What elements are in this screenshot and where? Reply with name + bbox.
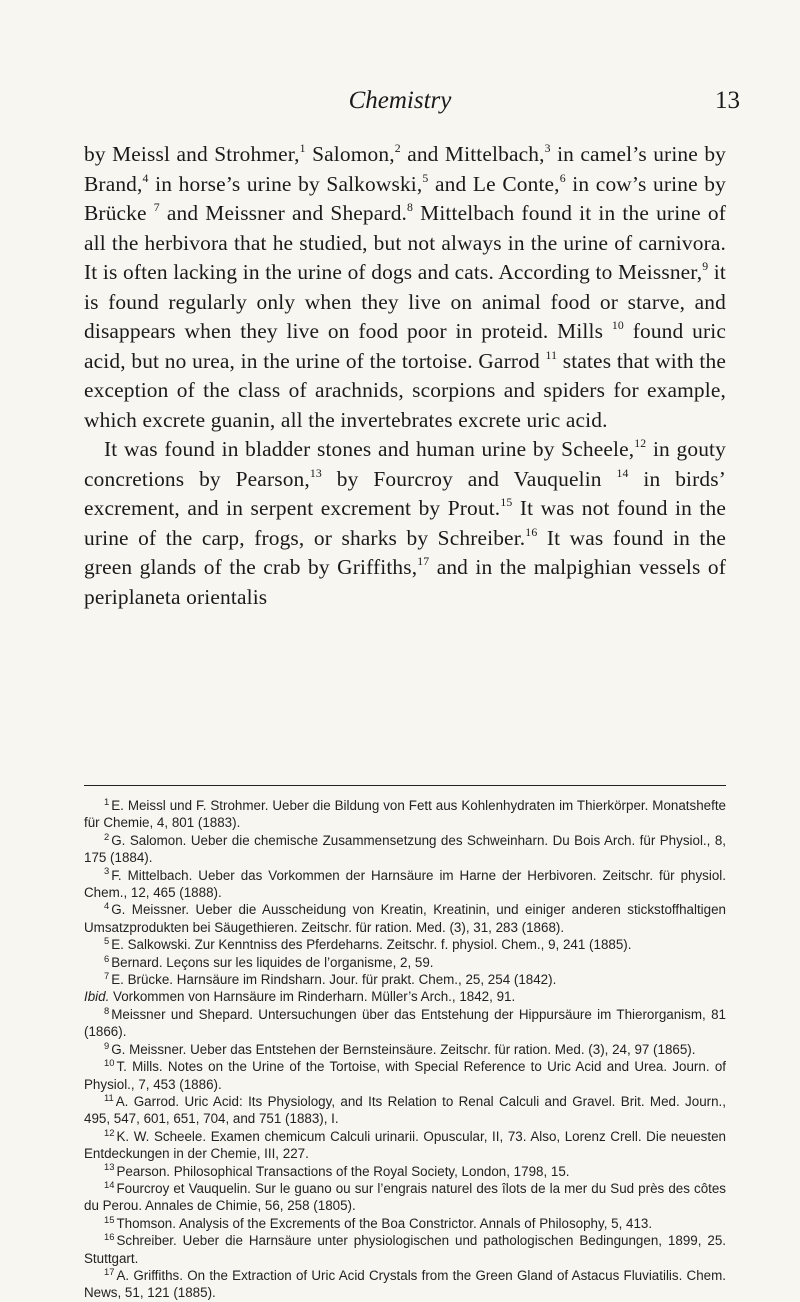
footnote-number: 3: [104, 866, 110, 877]
footnote-reference: 17: [417, 555, 430, 569]
footnote-10: [84, 1058, 726, 1093]
footnote-text: E. Brücke. Harnsäure im Rindsharn. Jour. für prakt. Chem., 25, 254 (1842).: [111, 972, 557, 988]
footnote-divider: [84, 785, 726, 786]
body-paragraph: [84, 435, 726, 612]
footnote-text: Fourcroy et Vauquelin. Sur le guano ou sur l’engrais naturel des îlots de la mer du Sud près des côtes du Perou. Annales de Chimie, 56, 258 (1805).: [84, 1180, 726, 1214]
text-run: by Meissl and Strohmer,: [84, 142, 300, 166]
footnote-text: Thomson. Analysis of the Excrements of the Boa Constrictor. Annals of Philosophy, 5, 413.: [116, 1215, 653, 1231]
text-run: found uric acid, but no urea, in the urine of the tortoise. Garrod: [84, 319, 726, 373]
footnote-number: 12: [104, 1127, 115, 1138]
footnote-number: 17: [104, 1266, 115, 1277]
footnote-text: Schreiber. Ueber die Harnsäure unter physiologischen und pathologischen Bedingungen, 1899, 25. Stuttgart.: [84, 1233, 726, 1266]
footnote-number: 5: [104, 936, 110, 947]
footnote-text: T. Mills. Notes on the Urine of the Tortoise, with Special Reference to Uric Acid and Urea. Journ. of Physiol., 7, 453 (1886).: [84, 1059, 726, 1092]
footnote-number: 15: [104, 1214, 115, 1225]
footnote-11: [84, 1093, 726, 1128]
footnote-4: [84, 901, 726, 936]
footnote-number: 1: [104, 796, 110, 807]
footnote-number: 8: [104, 1005, 110, 1016]
footnote-reference: 10: [611, 319, 624, 333]
text-run: in camel’s urine by Brand,: [84, 142, 727, 196]
text-run: in horse’s urine by Salkowski,: [148, 171, 423, 196]
footnote-reference: 15: [500, 496, 513, 510]
text-run: in gouty concretions by Pearson,: [84, 437, 726, 491]
text-run: it is found regularly only when they live on animal food or starve, and disappears when they live on food poor in proteid. Mills: [84, 260, 726, 343]
footnote-text: Pearson. Philosophical Transactions of the Royal Society, London, 1798, 15.: [116, 1163, 570, 1179]
footnote-12: [84, 1128, 726, 1163]
footnote-7: [84, 971, 726, 1006]
footnote-number: 11: [104, 1092, 114, 1103]
footnote-reference: 2: [394, 142, 401, 156]
footnote-text: Bernard. Leçons sur les liquides de l’organisme, 2, 59.: [111, 954, 434, 970]
footnote-6: [84, 954, 726, 971]
footnote-reference: 16: [525, 525, 538, 539]
footnote-13: [84, 1163, 726, 1180]
footnote-16: [84, 1232, 726, 1267]
text-run: and Mittelbach,: [400, 142, 545, 166]
footnote-text: A. Griffiths. On the Extraction of Uric Acid Crystals from the Green Gland of Astacus Fluviatilis. Chem. News, 51, 121 (1885).: [84, 1267, 726, 1301]
footnote-reference: 8: [407, 201, 414, 215]
footnote-3: [84, 867, 726, 902]
footnote-8: [84, 1006, 726, 1041]
footnote-2: [84, 832, 726, 867]
footnote-number: 6: [104, 953, 110, 964]
footnote-15: [84, 1215, 726, 1232]
running-title: Chemistry: [348, 87, 452, 114]
body-paragraph: [84, 140, 726, 435]
footnote-number: 13: [104, 1162, 115, 1173]
footnote-reference: 12: [634, 437, 647, 451]
footnote-ibid: Ibid.: [84, 989, 110, 1005]
footnote-reference: 1: [299, 142, 306, 156]
footnote-text: G. Meissner. Ueber das Entstehen der Bernsteinsäure. Zeitschr. für ration. Med. (3), 24, 97 (1865).: [111, 1041, 696, 1057]
footnote-reference: 3: [544, 142, 551, 156]
footnote-text-continued: Vorkommen von Harnsäure im Rinderharn. Müller’s Arch., 1842, 91.: [109, 989, 516, 1005]
text-run: in birds’ excrement, and in serpent excrement by Prout.: [84, 466, 726, 520]
text-run: and in the malpighian vessels of periplaneta orientalis: [84, 555, 726, 609]
text-run: Salomon,: [305, 142, 395, 166]
text-run: It was found in the green glands of the crab by Griffiths,: [84, 525, 726, 579]
footnote-text: G. Meissner. Ueber die Ausscheidung von Kreatin, Kreatinin, und einiger anderen stickstoffhaltigen Umsatzprodukten bei Säugethieren. Zeitschr. für ration. Med. (3), 31, 283 (1868).: [84, 902, 726, 935]
footnote-reference: 6: [559, 171, 566, 185]
text-run: Mittelbach found it in the urine of all the herbivora that he studied, but not always in the urine of carnivora. It is often lacking in the urine of dogs and cats. According to Meissner,: [84, 201, 726, 284]
footnote-number: 2: [104, 831, 110, 842]
footnote-reference: 7: [153, 201, 160, 215]
footnote-text: E. Meissl und F. Strohmer. Ueber die Bildung von Fett aus Kohlenhydraten im Thierkörper. Monatshefte für Chemie, 4, 801 (1883).: [84, 798, 726, 831]
footnote-reference: 5: [422, 171, 429, 185]
text-run: and Le Conte,: [428, 171, 560, 196]
footnote-text: K. W. Scheele. Examen chemicum Calculi urinarii. Opuscular, II, 73. Also, Lorenz Crell. Die neuesten Entdeckungen in der Chemie, III, 227.: [84, 1128, 726, 1162]
text-run: states that with the exception of the class of arachnids, scorpions and spiders for example, which excrete guanin, all the invertebrates excrete uric acid.: [84, 348, 726, 432]
text-run: by Fourcroy and Vauquelin: [321, 466, 617, 491]
footnote-reference: 14: [616, 466, 629, 480]
text-run: in cow’s urine by Brücke: [84, 171, 726, 225]
footnote-5: [84, 936, 726, 953]
footnote-text: A. Garrod. Uric Acid: Its Physiology, and Its Relation to Renal Calculi and Gravel. Brit. Med. Journ., 495, 547, 601, 651, 704, and 751 (1883), I.: [84, 1093, 726, 1127]
footnotes: [84, 797, 726, 1302]
footnote-number: 10: [104, 1057, 115, 1068]
footnote-text: G. Salomon. Ueber die chemische Zusammensetzung des Schweinharn. Du Bois Arch. für Physiol., 8, 175 (1884).: [84, 832, 726, 866]
footnote-1: [84, 797, 726, 832]
footnote-text: Meissner und Shepard. Untersuchungen über das Entstehung der Hippursäure im Thierorganism, 81 (1866).: [84, 1006, 726, 1040]
footnote-reference: 9: [702, 260, 709, 274]
footnote-reference: 4: [142, 171, 149, 185]
text-run: It was not found in the urine of the carp, frogs, or sharks by Schreiber.: [84, 496, 727, 550]
page-header: [0, 86, 800, 116]
footnote-text: E. Salkowski. Zur Kenntniss des Pferdeharns. Zeitschr. f. physiol. Chem., 9, 241 (1885).: [111, 937, 632, 953]
footnote-number: 9: [104, 1040, 110, 1051]
footnote-14: [84, 1180, 726, 1215]
body-text: [84, 140, 726, 612]
text-run: It was found in bladder stones and human urine by Scheele,: [104, 437, 635, 461]
footnote-reference: 11: [545, 348, 558, 362]
footnote-text: F. Mittelbach. Ueber das Vorkommen der Harnsäure im Harne der Herbivoren. Zeitschr. für physiol. Chem., 12, 465 (1888).: [84, 867, 726, 901]
text-run: and Meissner and Shepard.: [159, 201, 408, 225]
footnote-number: 14: [104, 1179, 115, 1190]
page-number: 13: [715, 87, 740, 114]
footnote-number: 7: [104, 970, 110, 981]
footnote-number: 4: [104, 901, 110, 912]
footnote-number: 16: [104, 1232, 115, 1242]
footnote-reference: 13: [309, 466, 322, 480]
footnote-9: [84, 1041, 726, 1058]
